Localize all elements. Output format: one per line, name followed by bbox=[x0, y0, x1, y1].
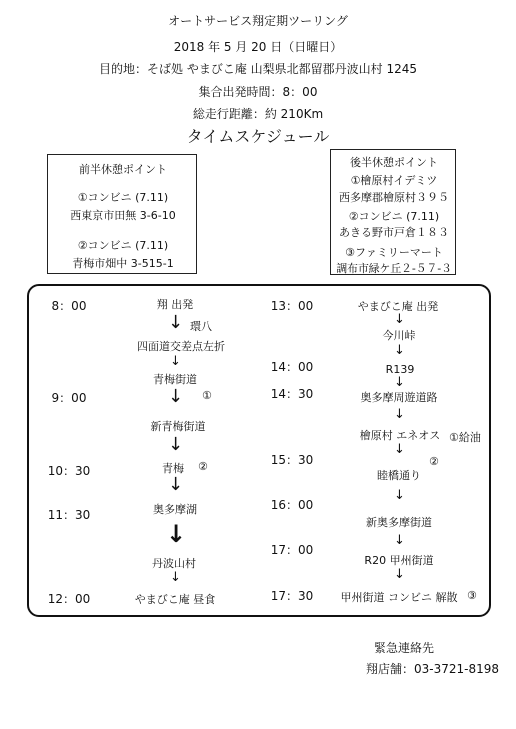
right-time-6: 17：00 bbox=[270, 543, 314, 557]
left-step-2: 四面道交差点左折 bbox=[137, 340, 225, 353]
second-break-heading: 後半休憩ポイント bbox=[350, 156, 438, 169]
left-time-5: 12：00 bbox=[47, 592, 91, 606]
total-distance: 総走行距離：約 210Km bbox=[192, 107, 324, 121]
second-break-address-3: 調布市緑ケ丘２-５７-３ bbox=[336, 262, 452, 275]
right-step-3: R139 bbox=[385, 363, 415, 376]
right-step-6: 睦橋通り bbox=[377, 469, 421, 482]
second-break-box bbox=[330, 149, 456, 275]
first-break-heading: 前半休憩ポイント bbox=[79, 163, 167, 176]
destination: 目的地：そば処 やまびこ庵 山梨県北都留郡丹波山村 1245 bbox=[99, 62, 417, 76]
left-step-4: 新青梅街道 bbox=[150, 420, 206, 433]
right-time-1: 13：00 bbox=[270, 299, 314, 313]
left-note-break-1: ① bbox=[202, 389, 212, 402]
first-break-address-1: 西東京市田無 3-6-10 bbox=[70, 209, 176, 222]
left-time-2: 9：00 bbox=[51, 391, 87, 405]
first-break-point-2: ②コンビニ (7.11) bbox=[77, 239, 169, 252]
right-step-2: 今川峠 bbox=[382, 329, 416, 342]
right-step-9: 甲州街道 コンビニ 解散 bbox=[340, 591, 458, 604]
right-step-8: R20 甲州街道 bbox=[364, 554, 434, 567]
left-note-ring-road: 環八 bbox=[190, 320, 212, 333]
down-arrow-icon: ↓ bbox=[394, 442, 405, 457]
down-arrow-icon: ↓ bbox=[170, 354, 181, 369]
second-break-point-1: ①檜原村イデミツ bbox=[350, 174, 438, 187]
right-step-7: 新奥多摩街道 bbox=[366, 516, 432, 529]
left-step-6: 奥多摩湖 bbox=[153, 503, 197, 516]
right-step-5: 檜原村 エネオス bbox=[359, 429, 441, 442]
down-arrow-icon: ↓ bbox=[168, 434, 184, 455]
down-arrow-icon: ↓ bbox=[168, 312, 184, 333]
left-step-3: 青梅街道 bbox=[153, 373, 197, 386]
down-arrow-icon: ↓ bbox=[394, 375, 405, 390]
second-break-address-2: あきる野市戸倉１８３ bbox=[339, 226, 449, 239]
right-time-7: 17：30 bbox=[270, 589, 314, 603]
meeting-time: 集合出発時間：8：00 bbox=[198, 85, 318, 99]
long-down-arrow-icon: ↓ bbox=[166, 520, 187, 548]
page-title: タイムスケジュール bbox=[186, 127, 330, 146]
emergency-contact-label: 緊急連絡先 bbox=[374, 641, 435, 655]
first-break-box bbox=[47, 154, 197, 274]
org-name: オートサービス翔定期ツーリング bbox=[168, 14, 348, 28]
right-time-2: 14：00 bbox=[270, 360, 314, 374]
second-break-point-2: ②コンビニ (7.11) bbox=[348, 210, 440, 223]
second-break-point-3: ③ファミリーマート bbox=[345, 246, 443, 259]
left-step-1: 翔 出発 bbox=[156, 298, 194, 311]
down-arrow-icon: ↓ bbox=[394, 533, 405, 548]
down-arrow-icon: ↓ bbox=[394, 488, 405, 503]
left-step-7: 丹波山村 bbox=[152, 557, 196, 570]
event-date: 2018 年 5 月 20 日（日曜日） bbox=[173, 40, 343, 54]
right-time-3: 14：30 bbox=[270, 387, 314, 401]
down-arrow-icon: ↓ bbox=[168, 474, 184, 495]
down-arrow-icon: ↓ bbox=[394, 312, 405, 327]
right-step-1: やまびこ庵 出発 bbox=[357, 300, 439, 313]
right-time-4: 15：30 bbox=[270, 453, 314, 467]
right-note-break-3: ③ bbox=[467, 589, 477, 602]
right-step-4: 奥多摩周遊道路 bbox=[360, 391, 438, 404]
right-time-5: 16：00 bbox=[270, 498, 314, 512]
down-arrow-icon: ↓ bbox=[170, 570, 181, 585]
right-note-fuel: ①給油 bbox=[449, 431, 481, 444]
left-note-break-2: ② bbox=[198, 460, 208, 473]
left-step-8: やまびこ庵 昼食 bbox=[134, 593, 216, 606]
down-arrow-icon: ↓ bbox=[394, 343, 405, 358]
first-break-address-2: 青梅市畑中 3-515-1 bbox=[72, 257, 174, 270]
down-arrow-icon: ↓ bbox=[394, 407, 405, 422]
first-break-point-1: ①コンビニ (7.11) bbox=[77, 191, 169, 204]
down-arrow-icon: ↓ bbox=[168, 386, 184, 407]
left-time-3: 10：30 bbox=[47, 464, 91, 478]
left-time-1: 8：00 bbox=[51, 299, 87, 313]
right-note-break-2: ② bbox=[429, 455, 439, 468]
left-step-5: 青梅 bbox=[162, 462, 184, 475]
down-arrow-icon: ↓ bbox=[394, 567, 405, 582]
second-break-address-1: 西多摩郡檜原村３９５ bbox=[339, 191, 449, 204]
shop-phone: 翔店舗：03-3721-8198 bbox=[366, 662, 500, 676]
left-time-4: 11：30 bbox=[47, 508, 91, 522]
